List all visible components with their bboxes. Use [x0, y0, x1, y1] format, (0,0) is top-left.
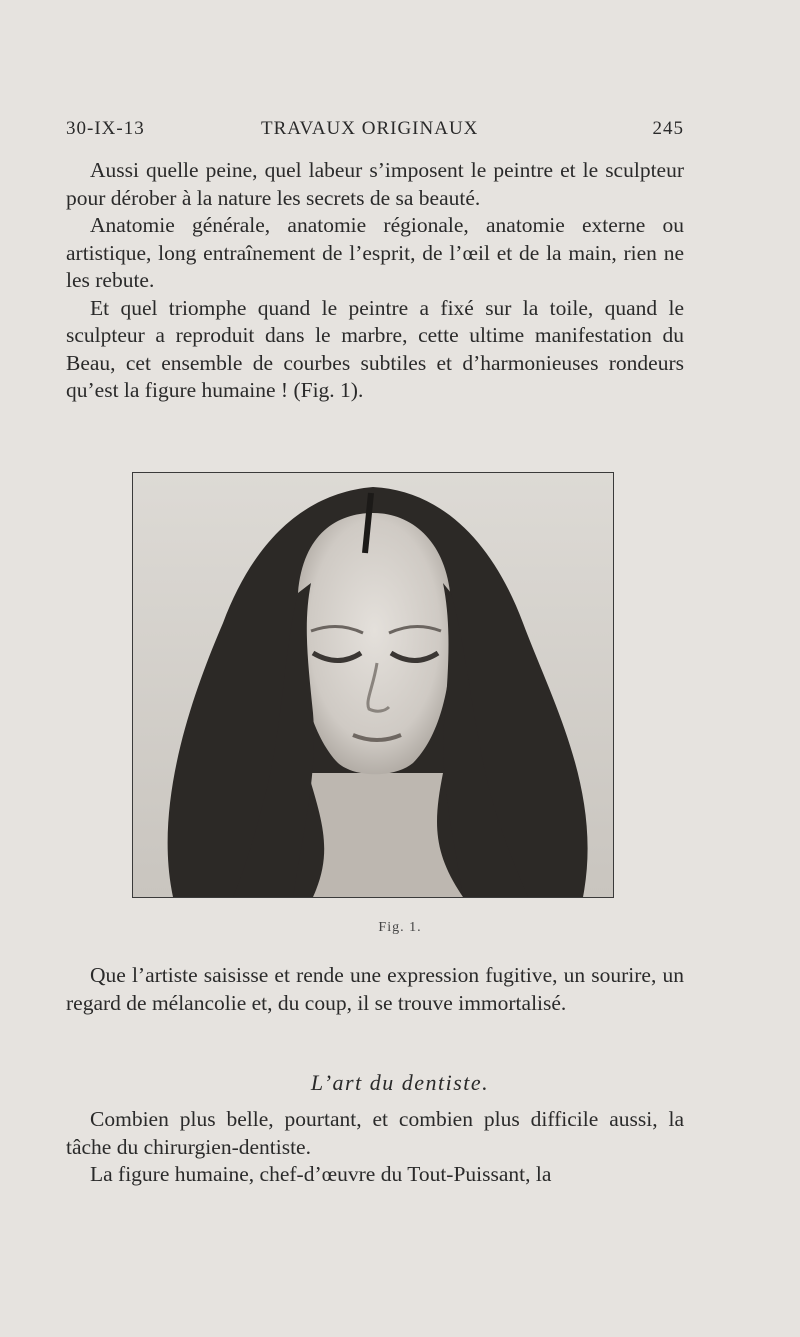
page-number: 245: [652, 118, 684, 139]
paragraph: Aussi quelle peine, quel labeur s’imposent le peintre et le sculpteur pour dérober à la nature les secrets de sa beauté.: [66, 158, 684, 210]
header-section-title: TRAVAUX ORIGINAUX: [261, 118, 479, 139]
text-block-middle: [66, 962, 684, 1017]
paragraph: Et quel triomphe quand le peintre a fixé sur la toile, quand le sculpteur a reproduit dans le marbre, cette ultime manifestation du Beau, cet ensemble de courbes subtiles et d’harmonieuses rondeurs qu’est la figure humaine ! (Fig. 1).: [66, 295, 684, 402]
text-block-top: [66, 157, 684, 405]
text-block-bottom: [66, 1106, 684, 1189]
paragraph: La figure humaine, chef-d’œuvre du Tout-Puissant, la: [90, 1162, 552, 1186]
paragraph: Combien plus belle, pourtant, et combien plus difficile aussi, la tâche du chirurgien-dentiste.: [66, 1107, 684, 1159]
figure-caption: Fig. 1.: [378, 920, 422, 935]
portrait-illustration: [133, 473, 613, 897]
paragraph: Anatomie générale, anatomie régionale, anatomie externe ou artistique, long entraînement de l’esprit, de l’œil et de la main, rien ne les rebute.: [66, 213, 684, 292]
paragraph: Que l’artiste saisisse et rende une expression fugitive, un sourire, un regard de mélancolie et, du coup, il se trouve immortalisé.: [66, 963, 684, 1015]
header-date: 30-IX-13: [66, 118, 145, 139]
section-subheading: L’art du dentiste.: [310, 1070, 490, 1095]
portrait-photograph: [132, 472, 614, 898]
